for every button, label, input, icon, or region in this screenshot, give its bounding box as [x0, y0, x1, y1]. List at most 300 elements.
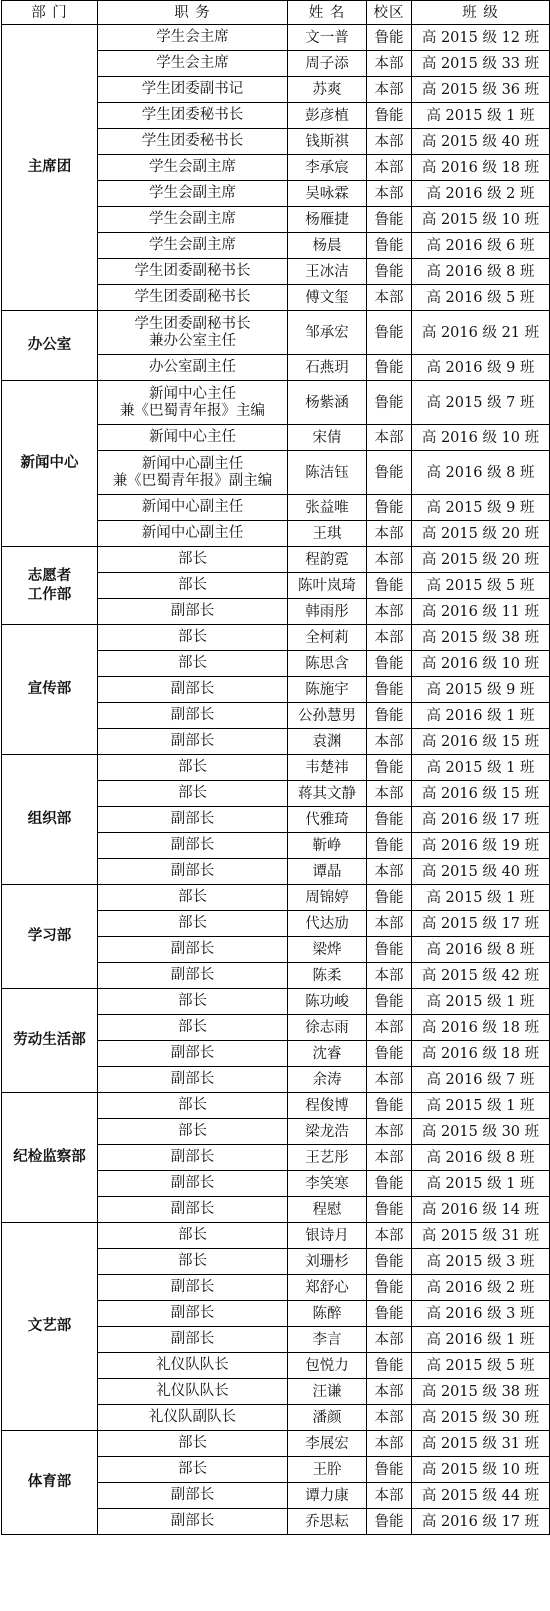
- cell-line: 办公室: [27, 337, 72, 353]
- department-cell: [2, 1223, 98, 1431]
- cell-line: 学生团委副秘书长: [134, 315, 251, 332]
- name-cell: 陈洁钰: [288, 451, 367, 495]
- cell-line: 部长: [178, 1097, 207, 1113]
- table-header: [2, 1, 550, 25]
- name-cell: 陈施宇: [288, 677, 367, 703]
- cell-line: 副部长: [170, 811, 215, 827]
- table-row: [2, 1431, 550, 1457]
- name-cell: 靳峥: [288, 833, 367, 859]
- position-cell: [98, 155, 288, 181]
- position-cell: [98, 207, 288, 233]
- campus-cell: 鲁能: [367, 1275, 412, 1301]
- header-class: 班 级: [412, 1, 550, 25]
- class-cell: 高 2016 级 8 班: [412, 937, 550, 963]
- name-cell: 杨紫涵: [288, 381, 367, 425]
- header-position: 职 务: [98, 1, 288, 25]
- position-cell: [98, 781, 288, 807]
- position-cell: [98, 1015, 288, 1041]
- roster-table: [1, 0, 550, 1535]
- cell-line: 学习部: [27, 928, 72, 944]
- campus-cell: 鲁能: [367, 311, 412, 355]
- position-cell: [98, 425, 288, 451]
- position-cell: [98, 77, 288, 103]
- position-cell: [98, 451, 288, 495]
- cell-line: 学生团委副秘书长: [134, 263, 251, 279]
- campus-cell: 鲁能: [367, 259, 412, 285]
- table-row: [2, 755, 550, 781]
- class-cell: 高 2015 级 40 班: [412, 129, 550, 155]
- class-cell: 高 2015 级 20 班: [412, 521, 550, 547]
- position-cell: [98, 807, 288, 833]
- name-cell: 韦楚祎: [288, 755, 367, 781]
- position-cell: [98, 25, 288, 51]
- cell-line: 学生会主席: [156, 55, 229, 71]
- name-cell: 程韵霓: [288, 547, 367, 573]
- position-cell: [98, 729, 288, 755]
- class-cell: 高 2015 级 1 班: [412, 1171, 550, 1197]
- class-cell: 高 2016 级 2 班: [412, 1275, 550, 1301]
- class-cell: 高 2016 级 7 班: [412, 1067, 550, 1093]
- campus-cell: 本部: [367, 521, 412, 547]
- name-cell: 钱斯祺: [288, 129, 367, 155]
- campus-cell: 本部: [367, 129, 412, 155]
- name-cell: 彭彦植: [288, 103, 367, 129]
- cell-line: 部长: [178, 629, 207, 645]
- class-cell: 高 2016 级 1 班: [412, 703, 550, 729]
- campus-cell: 本部: [367, 1327, 412, 1353]
- name-cell: 李笑寒: [288, 1171, 367, 1197]
- class-cell: 高 2015 级 10 班: [412, 1457, 550, 1483]
- position-cell: [98, 181, 288, 207]
- campus-cell: 鲁能: [367, 755, 412, 781]
- campus-cell: 鲁能: [367, 381, 412, 425]
- cell-line: 副部长: [170, 1487, 215, 1503]
- position-cell: [98, 1145, 288, 1171]
- cell-line: 副部长: [170, 1071, 215, 1087]
- campus-cell: 本部: [367, 1015, 412, 1041]
- position-cell: [98, 233, 288, 259]
- class-cell: 高 2016 级 9 班: [412, 355, 550, 381]
- name-cell: 吴咏霖: [288, 181, 367, 207]
- cell-line: 部长: [178, 577, 207, 593]
- class-cell: 高 2016 级 2 班: [412, 181, 550, 207]
- class-cell: 高 2016 级 18 班: [412, 1041, 550, 1067]
- cell-line: 副部长: [170, 733, 215, 749]
- class-cell: 高 2016 级 10 班: [412, 651, 550, 677]
- cell-line: 纪检监察部: [13, 1149, 86, 1165]
- position-cell: [98, 495, 288, 521]
- cell-line: 部长: [178, 1227, 207, 1243]
- cell-line: 副部长: [170, 941, 215, 957]
- name-cell: 程慰: [288, 1197, 367, 1223]
- cell-line: 部长: [178, 785, 207, 801]
- position-cell: [98, 573, 288, 599]
- name-cell: 包悦力: [288, 1353, 367, 1379]
- cell-line: 新闻中心主任: [149, 429, 236, 445]
- position-cell: [98, 885, 288, 911]
- cell-line: 礼仪队队长: [156, 1383, 229, 1399]
- campus-cell: 本部: [367, 1405, 412, 1431]
- cell-line: 工作部: [27, 586, 72, 603]
- campus-cell: 本部: [367, 155, 412, 181]
- name-cell: 郑舒心: [288, 1275, 367, 1301]
- position-cell: [98, 1041, 288, 1067]
- campus-cell: 鲁能: [367, 937, 412, 963]
- class-cell: 高 2016 级 18 班: [412, 1015, 550, 1041]
- department-cell: [2, 25, 98, 311]
- cell-line: 组织部: [27, 811, 72, 827]
- table-row: [2, 625, 550, 651]
- cell-line: 学生团委秘书长: [141, 107, 244, 123]
- table-row: [2, 25, 550, 51]
- campus-cell: 鲁能: [367, 207, 412, 233]
- department-cell: [2, 1431, 98, 1535]
- name-cell: 谭晶: [288, 859, 367, 885]
- name-cell: 陈醉: [288, 1301, 367, 1327]
- campus-cell: 本部: [367, 285, 412, 311]
- position-cell: [98, 677, 288, 703]
- position-cell: [98, 381, 288, 425]
- class-cell: 高 2016 级 21 班: [412, 311, 550, 355]
- class-cell: 高 2016 级 19 班: [412, 833, 550, 859]
- campus-cell: 鲁能: [367, 355, 412, 381]
- table-row: [2, 1093, 550, 1119]
- class-cell: 高 2016 级 17 班: [412, 1509, 550, 1535]
- table-row: [2, 547, 550, 573]
- class-cell: 高 2015 级 1 班: [412, 989, 550, 1015]
- cell-line: 部长: [178, 915, 207, 931]
- campus-cell: 本部: [367, 1119, 412, 1145]
- position-cell: [98, 651, 288, 677]
- cell-line: 副部长: [170, 1513, 215, 1529]
- class-cell: 高 2016 级 11 班: [412, 599, 550, 625]
- cell-line: 志愿者: [27, 567, 72, 584]
- header-name: 姓 名: [288, 1, 367, 25]
- campus-cell: 本部: [367, 77, 412, 103]
- cell-line: 部长: [178, 993, 207, 1009]
- name-cell: 乔思耘: [288, 1509, 367, 1535]
- cell-line: 文艺部: [27, 1318, 72, 1334]
- name-cell: 石燕玥: [288, 355, 367, 381]
- name-cell: 袁渊: [288, 729, 367, 755]
- position-cell: [98, 521, 288, 547]
- class-cell: 高 2015 级 10 班: [412, 207, 550, 233]
- position-cell: [98, 1457, 288, 1483]
- name-cell: 苏爽: [288, 77, 367, 103]
- campus-cell: 鲁能: [367, 833, 412, 859]
- name-cell: 代达劢: [288, 911, 367, 937]
- name-cell: 潘颜: [288, 1405, 367, 1431]
- name-cell: 陈思含: [288, 651, 367, 677]
- name-cell: 李言: [288, 1327, 367, 1353]
- name-cell: 杨雁捷: [288, 207, 367, 233]
- name-cell: 王肸: [288, 1457, 367, 1483]
- class-cell: 高 2016 级 14 班: [412, 1197, 550, 1223]
- header-campus: 校区: [367, 1, 412, 25]
- class-cell: 高 2015 级 1 班: [412, 885, 550, 911]
- class-cell: 高 2016 级 18 班: [412, 155, 550, 181]
- cell-line: 部长: [178, 551, 207, 567]
- class-cell: 高 2016 级 5 班: [412, 285, 550, 311]
- cell-line: 新闻中心副主任: [141, 455, 244, 472]
- class-cell: 高 2015 级 40 班: [412, 859, 550, 885]
- cell-line: 新闻中心副主任: [141, 499, 244, 515]
- cell-line: 兼办公室主任: [149, 332, 236, 349]
- cell-line: 部长: [178, 1435, 207, 1451]
- cell-line: 副部长: [170, 1279, 215, 1295]
- cell-line: 新闻中心: [20, 455, 79, 471]
- class-cell: 高 2016 级 8 班: [412, 451, 550, 495]
- table-body: [2, 25, 550, 1535]
- campus-cell: 鲁能: [367, 1041, 412, 1067]
- cell-line: 副部长: [170, 967, 215, 983]
- department-cell: [2, 885, 98, 989]
- position-cell: [98, 1379, 288, 1405]
- class-cell: 高 2015 级 3 班: [412, 1249, 550, 1275]
- position-cell: [98, 103, 288, 129]
- campus-cell: 本部: [367, 911, 412, 937]
- name-cell: 代雅琦: [288, 807, 367, 833]
- department-cell: [2, 381, 98, 547]
- name-cell: 公孙慧男: [288, 703, 367, 729]
- position-cell: [98, 51, 288, 77]
- class-cell: 高 2015 级 36 班: [412, 77, 550, 103]
- cell-line: 体育部: [27, 1474, 72, 1490]
- class-cell: 高 2015 级 5 班: [412, 1353, 550, 1379]
- position-cell: [98, 1249, 288, 1275]
- campus-cell: 本部: [367, 1223, 412, 1249]
- cell-line: 部长: [178, 1123, 207, 1139]
- cell-line: 兼《巴蜀青年报》主编: [120, 402, 265, 419]
- name-cell: 全柯莉: [288, 625, 367, 651]
- position-cell: [98, 1509, 288, 1535]
- campus-cell: 鲁能: [367, 1457, 412, 1483]
- cell-line: 新闻中心副主任: [141, 525, 244, 541]
- campus-cell: 本部: [367, 1067, 412, 1093]
- position-cell: [98, 599, 288, 625]
- cell-line: 主席团: [27, 159, 72, 175]
- position-cell: [98, 1093, 288, 1119]
- class-cell: 高 2015 级 17 班: [412, 911, 550, 937]
- class-cell: 高 2015 级 5 班: [412, 573, 550, 599]
- class-cell: 高 2016 级 17 班: [412, 807, 550, 833]
- cell-line: 副部长: [170, 707, 215, 723]
- cell-line: 部长: [178, 1019, 207, 1035]
- cell-line: 学生团委副书记: [141, 81, 244, 97]
- campus-cell: 鲁能: [367, 1509, 412, 1535]
- cell-line: 副部长: [170, 1175, 215, 1191]
- class-cell: 高 2015 级 1 班: [412, 1093, 550, 1119]
- department-cell: [2, 1093, 98, 1223]
- campus-cell: 本部: [367, 729, 412, 755]
- position-cell: [98, 547, 288, 573]
- class-cell: 高 2015 级 38 班: [412, 625, 550, 651]
- position-cell: [98, 1275, 288, 1301]
- campus-cell: 鲁能: [367, 1353, 412, 1379]
- campus-cell: 本部: [367, 1431, 412, 1457]
- position-cell: [98, 1119, 288, 1145]
- position-cell: [98, 1353, 288, 1379]
- name-cell: 谭力康: [288, 1483, 367, 1509]
- department-cell: [2, 989, 98, 1093]
- position-cell: [98, 755, 288, 781]
- name-cell: 陈叶岚琦: [288, 573, 367, 599]
- campus-cell: 鲁能: [367, 451, 412, 495]
- name-cell: 徐志雨: [288, 1015, 367, 1041]
- name-cell: 陈功峻: [288, 989, 367, 1015]
- position-cell: [98, 937, 288, 963]
- header-department: 部 门: [2, 1, 98, 25]
- campus-cell: 本部: [367, 963, 412, 989]
- class-cell: 高 2015 级 30 班: [412, 1119, 550, 1145]
- table-row: [2, 885, 550, 911]
- table-row: [2, 989, 550, 1015]
- name-cell: 银诗月: [288, 1223, 367, 1249]
- position-cell: [98, 703, 288, 729]
- campus-cell: 鲁能: [367, 651, 412, 677]
- cell-line: 礼仪队副队长: [149, 1409, 236, 1425]
- position-cell: [98, 1431, 288, 1457]
- name-cell: 韩雨彤: [288, 599, 367, 625]
- position-cell: [98, 1327, 288, 1353]
- cell-line: 副部长: [170, 1149, 215, 1165]
- campus-cell: 本部: [367, 625, 412, 651]
- name-cell: 周锦婷: [288, 885, 367, 911]
- name-cell: 李展宏: [288, 1431, 367, 1457]
- cell-line: 副部长: [170, 837, 215, 853]
- cell-line: 副部长: [170, 603, 215, 619]
- cell-line: 学生会主席: [156, 29, 229, 45]
- position-cell: [98, 355, 288, 381]
- campus-cell: 本部: [367, 781, 412, 807]
- cell-line: 副部长: [170, 681, 215, 697]
- class-cell: 高 2016 级 15 班: [412, 729, 550, 755]
- class-cell: 高 2015 级 1 班: [412, 755, 550, 781]
- name-cell: 沈睿: [288, 1041, 367, 1067]
- name-cell: 周子添: [288, 51, 367, 77]
- position-cell: [98, 989, 288, 1015]
- cell-line: 副部长: [170, 1305, 215, 1321]
- name-cell: 文一普: [288, 25, 367, 51]
- table-row: [2, 1223, 550, 1249]
- department-cell: [2, 547, 98, 625]
- name-cell: 王琪: [288, 521, 367, 547]
- cell-line: 学生团委秘书长: [141, 133, 244, 149]
- position-cell: [98, 1171, 288, 1197]
- position-cell: [98, 1405, 288, 1431]
- position-cell: [98, 1067, 288, 1093]
- campus-cell: 本部: [367, 1483, 412, 1509]
- cell-line: 副部长: [170, 1331, 215, 1347]
- cell-line: 副部长: [170, 1201, 215, 1217]
- department-cell: [2, 311, 98, 381]
- campus-cell: 鲁能: [367, 1093, 412, 1119]
- name-cell: 梁烨: [288, 937, 367, 963]
- name-cell: 王冰洁: [288, 259, 367, 285]
- campus-cell: 鲁能: [367, 1249, 412, 1275]
- cell-line: 部长: [178, 1253, 207, 1269]
- table-row: [2, 311, 550, 355]
- name-cell: 邹承宏: [288, 311, 367, 355]
- campus-cell: 本部: [367, 599, 412, 625]
- class-cell: 高 2015 级 9 班: [412, 677, 550, 703]
- campus-cell: 本部: [367, 51, 412, 77]
- class-cell: 高 2016 级 8 班: [412, 1145, 550, 1171]
- class-cell: 高 2016 级 1 班: [412, 1327, 550, 1353]
- cell-line: 部长: [178, 655, 207, 671]
- class-cell: 高 2015 级 31 班: [412, 1223, 550, 1249]
- cell-line: 学生团委副秘书长: [134, 289, 251, 305]
- cell-line: 副部长: [170, 1045, 215, 1061]
- campus-cell: 本部: [367, 1145, 412, 1171]
- class-cell: 高 2016 级 6 班: [412, 233, 550, 259]
- campus-cell: 本部: [367, 425, 412, 451]
- class-cell: 高 2015 级 20 班: [412, 547, 550, 573]
- position-cell: [98, 1483, 288, 1509]
- position-cell: [98, 129, 288, 155]
- position-cell: [98, 859, 288, 885]
- position-cell: [98, 625, 288, 651]
- cell-line: 部长: [178, 759, 207, 775]
- name-cell: 刘珊杉: [288, 1249, 367, 1275]
- campus-cell: 鲁能: [367, 885, 412, 911]
- campus-cell: 鲁能: [367, 989, 412, 1015]
- class-cell: 高 2015 级 30 班: [412, 1405, 550, 1431]
- name-cell: 余涛: [288, 1067, 367, 1093]
- name-cell: 程俊博: [288, 1093, 367, 1119]
- campus-cell: 本部: [367, 1379, 412, 1405]
- campus-cell: 鲁能: [367, 25, 412, 51]
- position-cell: [98, 963, 288, 989]
- department-cell: [2, 625, 98, 755]
- cell-line: 部长: [178, 889, 207, 905]
- position-cell: [98, 1301, 288, 1327]
- campus-cell: 鲁能: [367, 1197, 412, 1223]
- cell-line: 学生会副主席: [149, 237, 236, 253]
- class-cell: 高 2015 级 1 班: [412, 103, 550, 129]
- class-cell: 高 2015 级 31 班: [412, 1431, 550, 1457]
- campus-cell: 鲁能: [367, 233, 412, 259]
- name-cell: 王艺彤: [288, 1145, 367, 1171]
- campus-cell: 鲁能: [367, 1171, 412, 1197]
- cell-line: 部长: [178, 1461, 207, 1477]
- class-cell: 高 2015 级 38 班: [412, 1379, 550, 1405]
- department-cell: [2, 755, 98, 885]
- cell-line: 兼《巴蜀青年报》副主编: [112, 472, 273, 489]
- class-cell: 高 2016 级 15 班: [412, 781, 550, 807]
- position-cell: [98, 259, 288, 285]
- name-cell: 陈柔: [288, 963, 367, 989]
- name-cell: 李承宸: [288, 155, 367, 181]
- cell-line: 学生会副主席: [149, 211, 236, 227]
- campus-cell: 鲁能: [367, 573, 412, 599]
- campus-cell: 鲁能: [367, 703, 412, 729]
- campus-cell: 鲁能: [367, 807, 412, 833]
- campus-cell: 鲁能: [367, 1301, 412, 1327]
- class-cell: 高 2015 级 12 班: [412, 25, 550, 51]
- class-cell: 高 2015 级 42 班: [412, 963, 550, 989]
- position-cell: [98, 311, 288, 355]
- class-cell: 高 2015 级 7 班: [412, 381, 550, 425]
- position-cell: [98, 1223, 288, 1249]
- name-cell: 杨晨: [288, 233, 367, 259]
- campus-cell: 本部: [367, 181, 412, 207]
- name-cell: 傅文玺: [288, 285, 367, 311]
- class-cell: 高 2016 级 8 班: [412, 259, 550, 285]
- header-row: [2, 1, 550, 25]
- name-cell: 梁龙浩: [288, 1119, 367, 1145]
- name-cell: 张益唯: [288, 495, 367, 521]
